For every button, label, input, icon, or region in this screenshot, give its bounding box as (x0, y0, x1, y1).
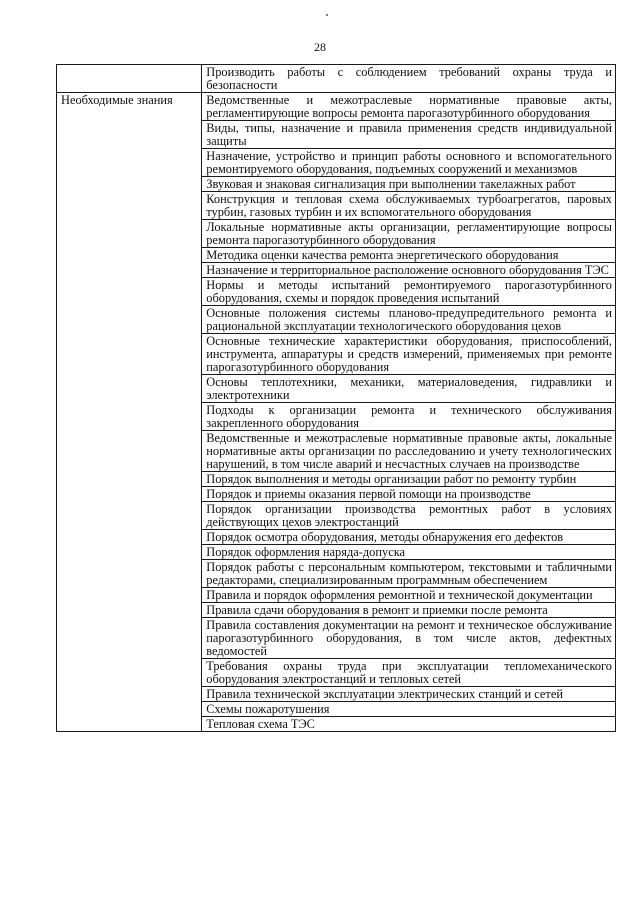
page-number: 28 (314, 40, 326, 54)
table-body (57, 65, 616, 732)
requirement-cell: Производить работы с соблюдением требований охраны труда и безопасности (202, 65, 616, 93)
knowledge-table (56, 64, 616, 732)
knowledge-item: Основные положения системы планово-предупредительного ремонта и рациональной эксплуатации технологического оборудования цехов (202, 306, 616, 334)
knowledge-item: Порядок выполнения и методы организации работ по ремонту турбин (202, 472, 616, 487)
knowledge-item: Порядок и приемы оказания первой помощи на производстве (202, 487, 616, 502)
knowledge-item: Схемы пожаротушения (202, 702, 616, 717)
knowledge-item: Тепловая схема ТЭС (202, 717, 616, 732)
knowledge-item: Правила составления документации на ремонт и техническое обслуживание парогазотурбинного оборудования, в том числе актов, дефектных ведомостей (202, 618, 616, 659)
table-row (57, 65, 616, 93)
knowledge-item: Ведомственные и межотраслевые нормативные правовые акты, локальные нормативные акты организации по расследованию и учету технологических нарушений, в том числе аварий и несчастных случаев на производстве (202, 431, 616, 472)
knowledge-item: Методика оценки качества ремонта энергетического оборудования (202, 248, 616, 263)
knowledge-item: Назначение и территориальное расположение основного оборудования ТЭС (202, 263, 616, 278)
scan-dot (326, 14, 328, 16)
knowledge-item: Правила и порядок оформления ремонтной и технической документации (202, 588, 616, 603)
knowledge-item: Порядок осмотра оборудования, методы обнаружения его дефектов (202, 530, 616, 545)
knowledge-item: Правила сдачи оборудования в ремонт и приемки после ремонта (202, 603, 616, 618)
knowledge-item: Основы теплотехники, механики, материаловедения, гидравлики и электротехники (202, 375, 616, 403)
knowledge-item: Основные технические характеристики оборудования, приспособлений, инструмента, аппаратуры и средств измерений, применяемых при ремонте парогазотурбинного оборудования (202, 334, 616, 375)
knowledge-item: Локальные нормативные акты организации, регламентирующие вопросы ремонта парогазотурбинного оборудования (202, 220, 616, 248)
knowledge-item: Порядок организации производства ремонтных работ в условиях действующих цехов электростанций (202, 502, 616, 530)
knowledge-item: Порядок оформления наряда-допуска (202, 545, 616, 560)
knowledge-item: Ведомственные и межотраслевые нормативные правовые акты, регламентирующие вопросы ремонта парогазотурбинного оборудования (202, 93, 616, 121)
row-label-empty (57, 65, 202, 93)
knowledge-item: Нормы и методы испытаний ремонтируемого парогазотурбинного оборудования, схемы и порядок проведения испытаний (202, 278, 616, 306)
section-label: Необходимые знания (57, 93, 202, 732)
knowledge-item: Назначение, устройство и принцип работы основного и вспомогательного ремонтируемого оборудования, подъемных сооружений и механизмов (202, 149, 616, 177)
knowledge-item: Виды, типы, назначение и правила применения средств индивидуальной защиты (202, 121, 616, 149)
knowledge-item: Звуковая и знаковая сигнализация при выполнении такелажных работ (202, 177, 616, 192)
knowledge-item: Порядок работы с персональным компьютером, текстовыми и табличными редакторами, специализированным программным обеспечением (202, 560, 616, 588)
knowledge-item: Подходы к организации ремонта и технического обслуживания закрепленного оборудования (202, 403, 616, 431)
knowledge-item: Требования охраны труда при эксплуатации тепломеханического оборудования электростанций и тепловых сетей (202, 659, 616, 687)
knowledge-item: Правила технической эксплуатации электрических станций и сетей (202, 687, 616, 702)
knowledge-item: Конструкция и тепловая схема обслуживаемых турбоагрегатов, паровых турбин, газовых турбин и их вспомогательного оборудования (202, 192, 616, 220)
table-row (57, 93, 616, 121)
